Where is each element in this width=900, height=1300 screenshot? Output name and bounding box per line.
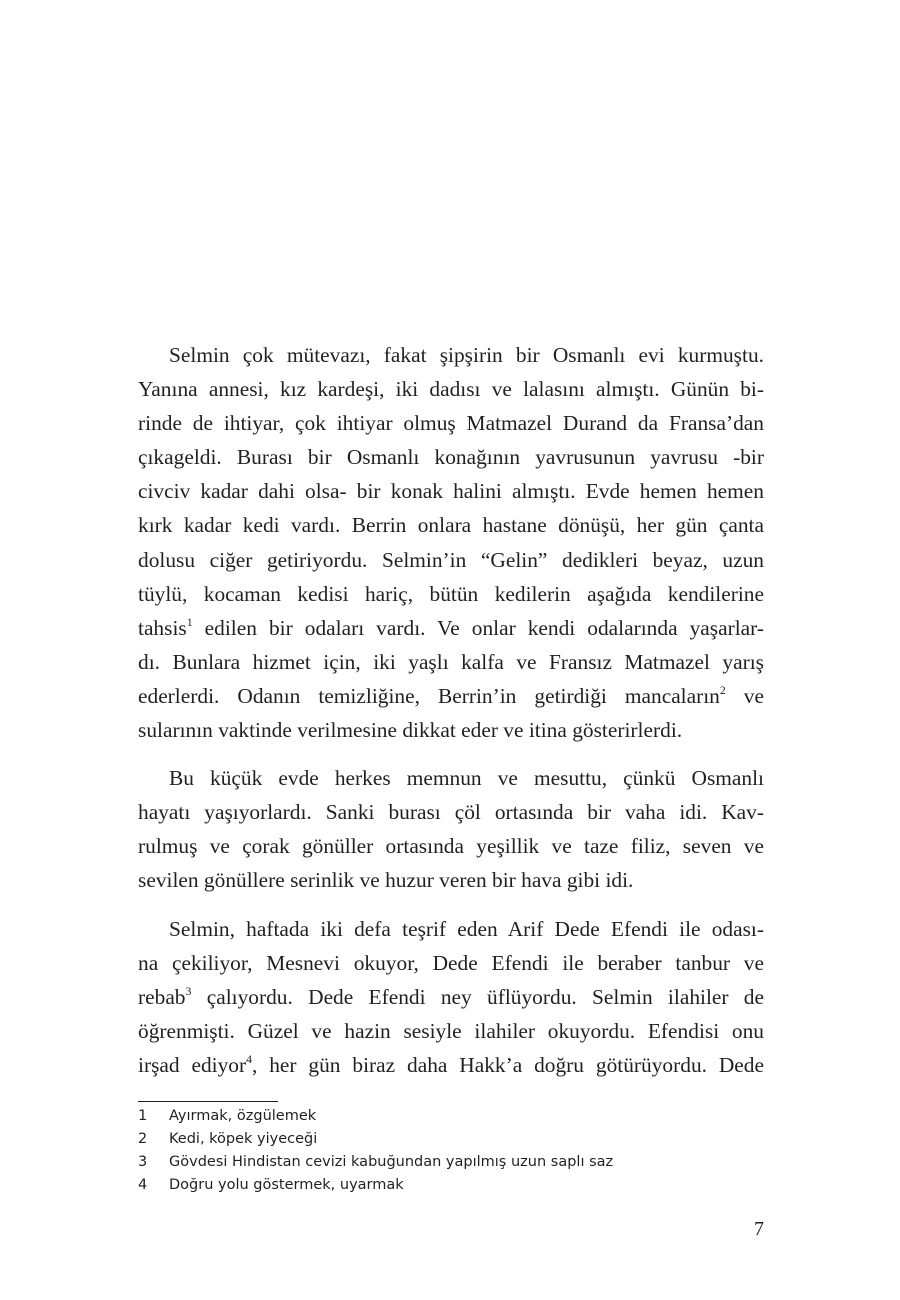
footnote-text: Gövdesi Hindistan cevizi kabuğundan yapılmış uzun saplı saz <box>169 1154 614 1170</box>
footnote-ref-1[interactable]: 1 <box>186 615 193 629</box>
text-line: tüylü, kocaman kedisi hariç, bütün kedilerin aşağıda kendilerine <box>138 581 764 606</box>
text-line: kırk kadar kedi vardı. Berrin onlara hastane dönüşü, her gün çanta <box>138 513 764 538</box>
paragraph-2 <box>138 761 764 897</box>
text-line: civciv kadar dahi olsa- bir konak halini almıştı. Evde hemen hemen <box>138 479 764 504</box>
footnote-text: Doğru yolu göstermek, uyarmak <box>169 1177 404 1193</box>
text-segment: çalıyordu. Dede Efendi ney üflüyordu. Selmin ilahiler de <box>191 984 764 1009</box>
footnote-ref-3[interactable]: 3 <box>185 984 192 998</box>
text-line: rulmuş ve çorak gönüller ortasında yeşillik ve taze filiz, seven ve <box>138 834 764 859</box>
text-segment: tahsis <box>138 615 187 640</box>
text-line: rinde de ihtiyar, çok ihtiyar olmuş Matmazel Durand da Fransa’dan <box>138 411 764 436</box>
text-line: öğrenmişti. Güzel ve hazin sesiyle ilahiler okuyordu. Efendisi onu <box>138 1018 764 1043</box>
body-text <box>138 338 764 1082</box>
text-segment: edilen bir odaları vardı. Ve onlar kendi odalarında yaşarlar- <box>192 615 764 640</box>
text-line: dı. Bunlara hizmet için, iki yaşlı kalfa ve Fransız Matmazel yarış <box>138 649 764 674</box>
footnote-number: 3 <box>138 1154 148 1170</box>
footnote-number: 1 <box>138 1108 148 1124</box>
text-line <box>138 980 764 1014</box>
text-line: sularının vaktinde verilmesine dikkat eder ve itina gösterirlerdi. <box>138 718 683 743</box>
text-segment: rebab <box>138 984 186 1009</box>
footnote-separator <box>138 1101 278 1102</box>
text-line: na çekiliyor, Mesnevi okuyor, Dede Efendi ile beraber tanbur ve <box>138 950 764 975</box>
footnote-ref-4[interactable]: 4 <box>246 1053 252 1067</box>
footnote-text: Kedi, köpek yiyeceği <box>169 1131 318 1147</box>
text-line <box>138 1048 764 1082</box>
text-line: Selmin çok mütevazı, fakat şipşirin bir Osmanlı evi kurmuştu. <box>169 343 764 367</box>
page-number: 7 <box>754 1218 764 1240</box>
text-segment: ederlerdi. Odanın temizliğine, Berrin’in getirdiği mancaların <box>138 683 720 708</box>
footnote-item <box>138 1105 764 1128</box>
paragraph-3 <box>138 912 764 1082</box>
text-line: sevilen gönüllere serinlik ve huzur veren bir hava gibi idi. <box>138 868 634 893</box>
footnote-number: 2 <box>138 1131 148 1147</box>
paragraph-1 <box>138 338 764 747</box>
footnotes <box>138 1105 764 1197</box>
text-segment: , her gün biraz daha Hakk’a doğru götürüyordu. Dede <box>252 1052 764 1077</box>
footnote-item <box>138 1151 764 1174</box>
footnote-item <box>138 1128 764 1151</box>
text-line <box>138 611 764 645</box>
text-line: hayatı yaşıyorlardı. Sanki burası çöl ortasında bir vaha idi. Kav- <box>138 800 764 825</box>
text-line: Selmin, haftada iki defa teşrif eden Arif Dede Efendi ile odası- <box>169 916 764 941</box>
text-line: Yanına annesi, kız kardeşi, iki dadısı ve lalasını almıştı. Günün bi- <box>138 377 764 402</box>
footnote-ref-2[interactable]: 2 <box>719 684 726 698</box>
text-line: dolusu ciğer getiriyordu. Selmin’in “Gelin” dedikleri beyaz, uzun <box>138 547 764 572</box>
text-segment: ve <box>725 683 764 708</box>
footnote-text: Ayırmak, özgülemek <box>169 1108 317 1124</box>
text-line <box>138 679 764 713</box>
text-line: Bu küçük evde herkes memnun ve mesuttu, çünkü Osmanlı <box>169 766 764 791</box>
text-line: çıkageldi. Burası bir Osmanlı konağının yavrusunun yavrusu -bir <box>138 445 764 470</box>
footnote-number: 4 <box>138 1177 148 1193</box>
footnote-item <box>138 1174 764 1197</box>
text-segment: irşad ediyor <box>138 1052 247 1077</box>
